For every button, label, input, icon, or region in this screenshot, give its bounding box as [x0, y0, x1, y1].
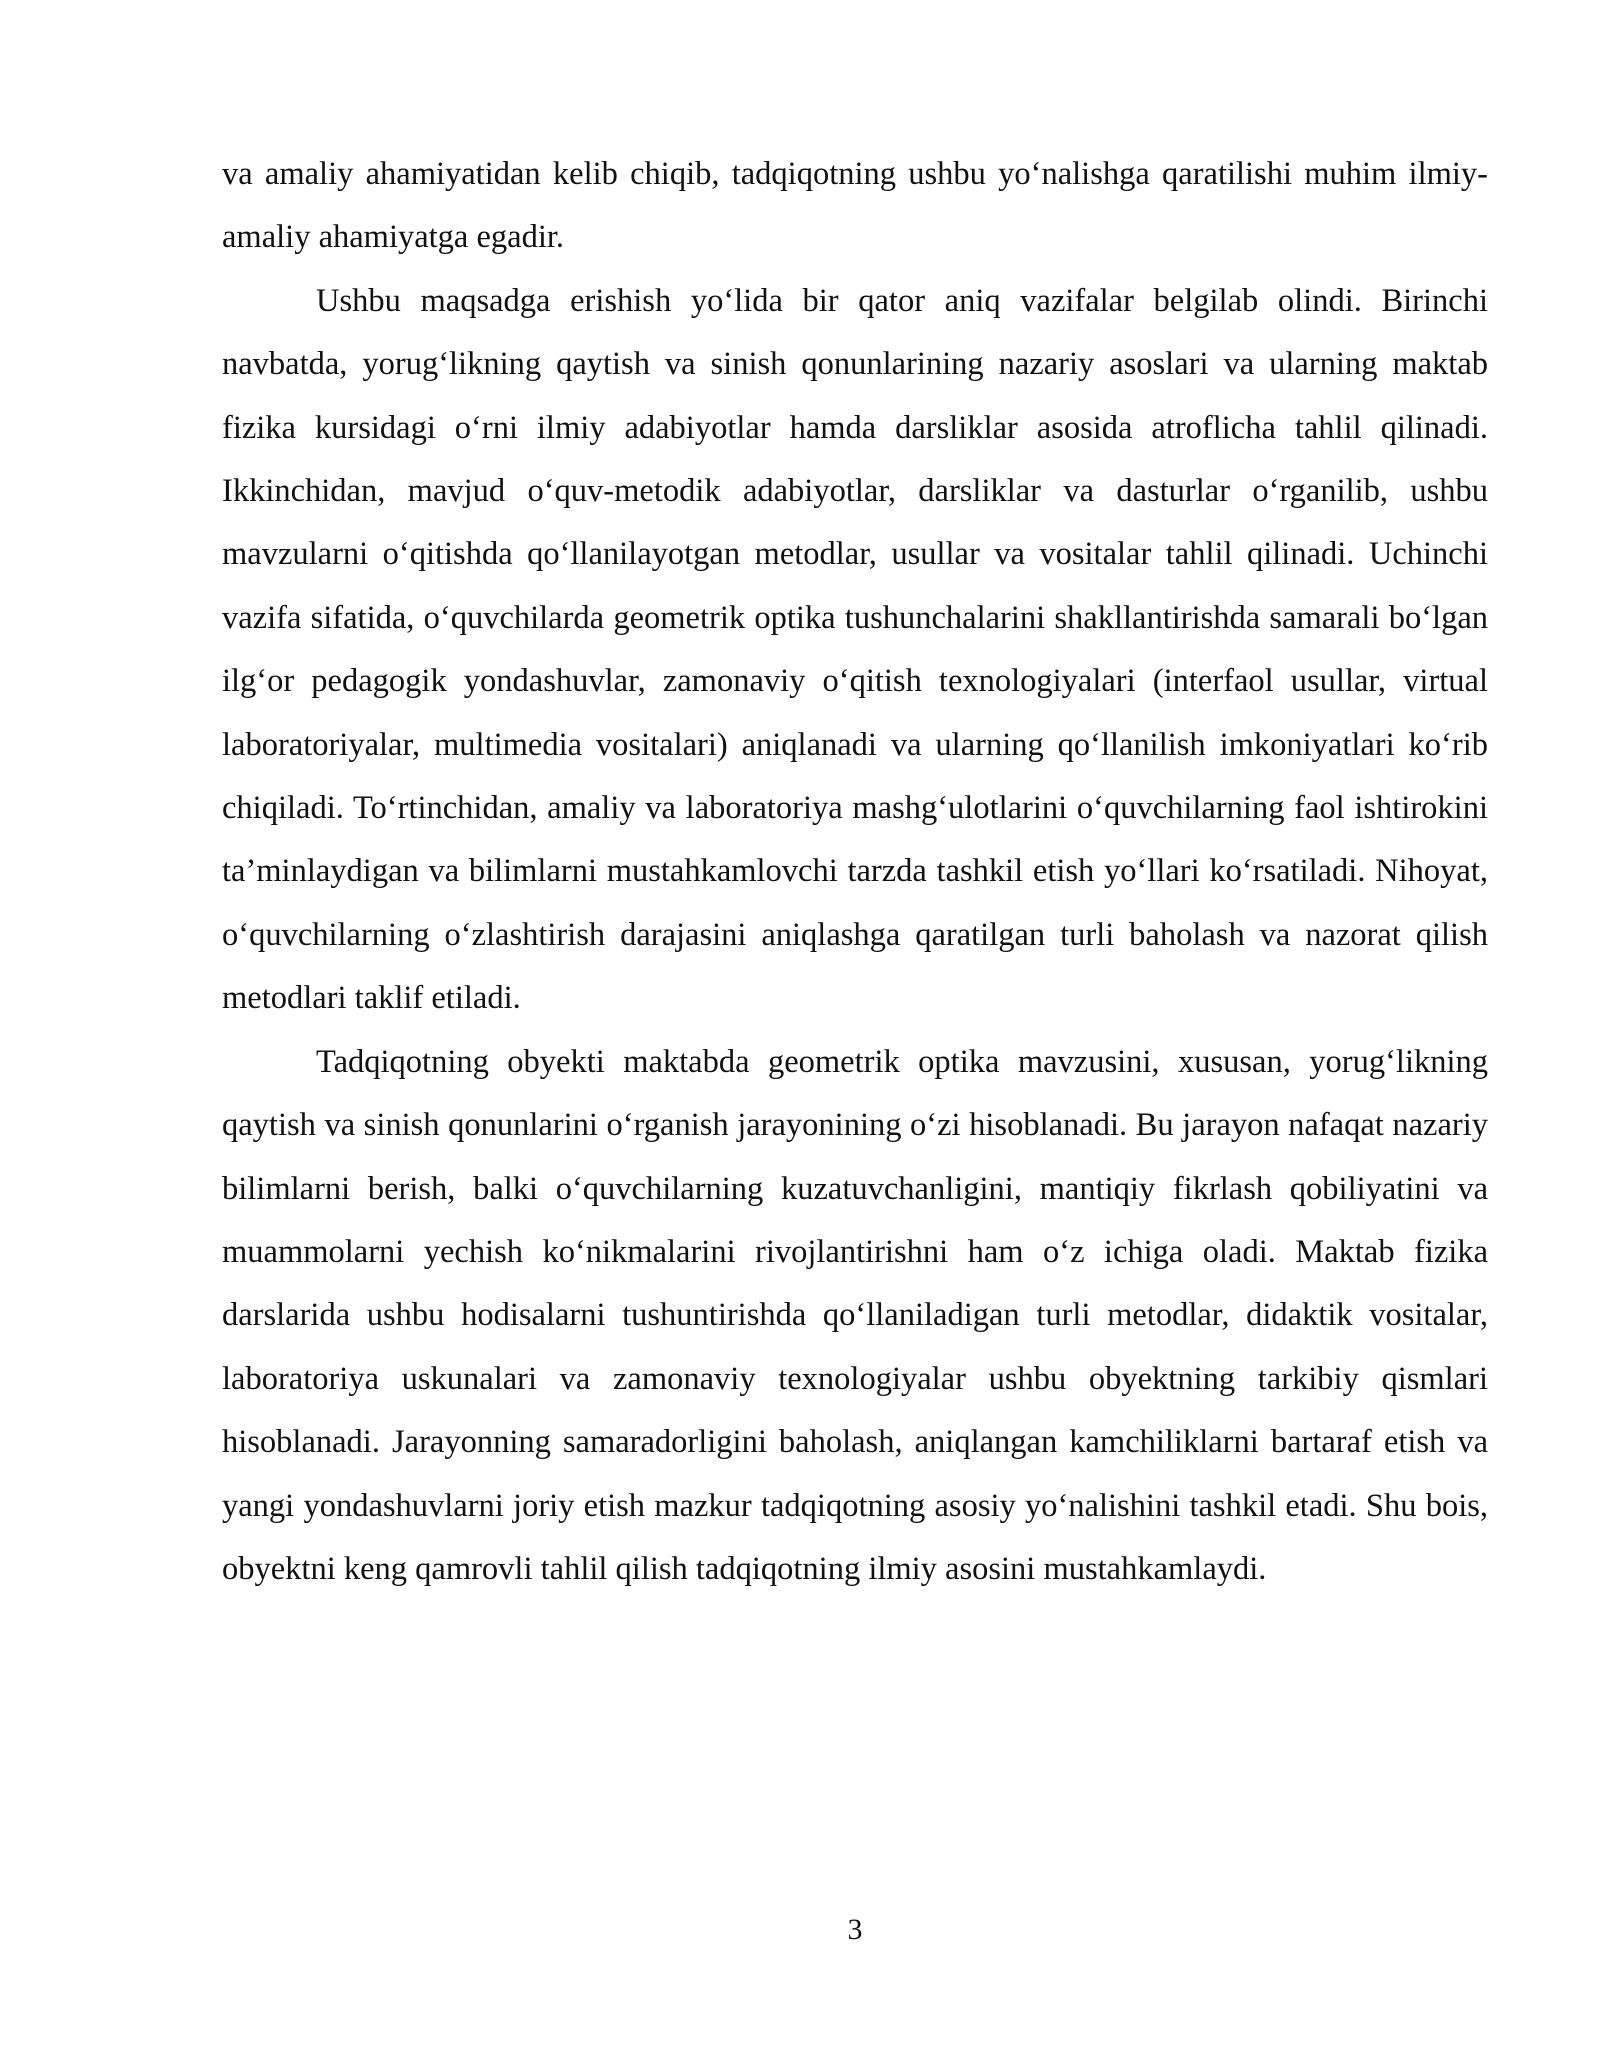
paragraph-continuation: va amaliy ahamiyatidan kelib chiqib, tadqiqotning ushbu yo‘nalishga qaratilishi muhim ilmiy-amaliy ahamiyatga egadir.	[222, 156, 1488, 256]
page-number: 3	[847, 1913, 863, 1946]
body-text	[222, 143, 1488, 1601]
paragraph-object: Tadqiqotning obyekti maktabda geometrik optika mavzusini, xususan, yorug‘likning qaytish va sinish qonunlarini o‘rganish jarayonining o‘zi hisoblanadi. Bu jarayon nafaqat nazariy bilimlarni berish, balki o‘quvchilarning kuzatuvchanligini, mantiqiy fikrlash qobiliyatini va muammolarni yechish ko‘nikmalarini rivojlantirishni ham o‘z ichiga oladi. Maktab fizika darslarida ushbu hodisalarni tushuntirishda qo‘llaniladigan turli metodlar, didaktik vositalar, laboratoriya uskunalari va zamonaviy texnologiyalar ushbu obyektning tarkibiy qismlari hisoblanadi. Jarayonning samaradorligini baholash, aniqlangan kamchiliklarni bartaraf etish va yangi yondashuvlarni joriy etish mazkur tadqiqotning asosiy yo‘nalishini tashkil etadi. Shu bois, obyektni keng qamrovli tahlil qilish tadqiqotning ilmiy asosini mustahkamlaydi.	[222, 1043, 1488, 1587]
paragraph-tasks: Ushbu maqsadga erishish yo‘lida bir qator aniq vazifalar belgilab olindi. Birinchi navbatda, yorug‘likning qaytish va sinish qonunlarining nazariy asoslari va ularning maktab fizika kursidagi o‘rni ilmiy adabiyotlar hamda darsliklar asosida atroflicha tahlil qilinadi. Ikkinchidan, mavjud o‘quv-metodik adabiyotlar, darsliklar va dasturlar o‘rganilib, ushbu mavzularni o‘qitishda qo‘llanilayotgan metodlar, usullar va vositalar tahlil qilinadi. Uchinchi vazifa sifatida, o‘quvchilarda geometrik optika tushunchalarini shakllantirishda samarali bo‘lgan ilg‘or pedagogik yondashuvlar, zamonaviy o‘qitish texnologiyalari (interfaol usullar, virtual laboratoriyalar, multimedia vositalari) aniqlanadi va ularning qo‘llanilish imkoniyatlari ko‘rib chiqiladi. To‘rtinchidan, amaliy va laboratoriya mashg‘ulotlarini o‘quvchilarning faol ishtirokini ta’minlaydigan va bilimlarni mustahkamlovchi tarzda tashkil etish yo‘llari ko‘rsatiladi. Nihoyat, o‘quvchilarning o‘zlashtirish darajasini aniqlashga qaratilgan turli baholash va nazorat qilish metodlari taklif etiladi.	[222, 282, 1488, 1017]
